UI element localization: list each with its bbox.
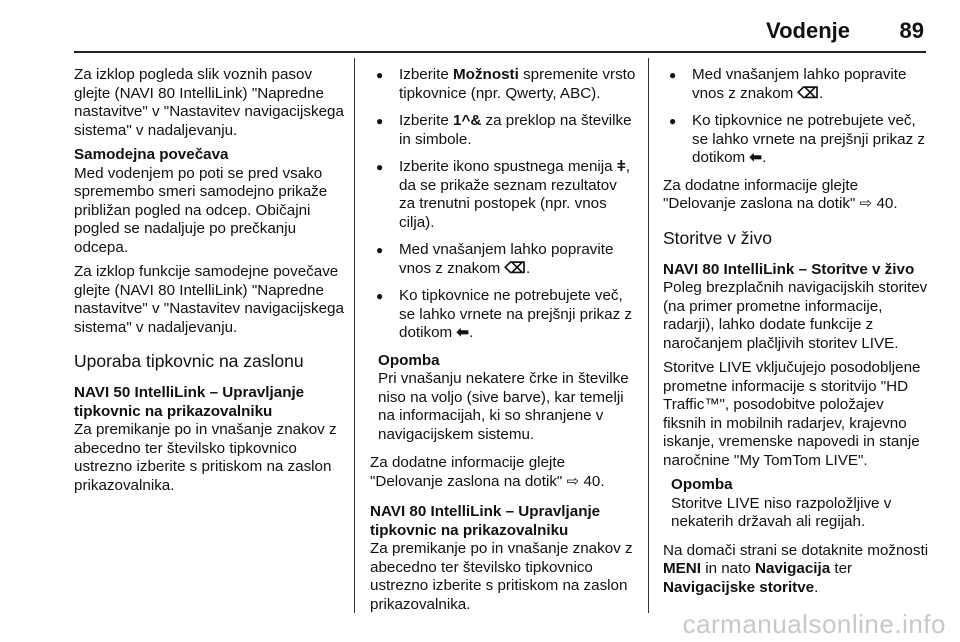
- list-item: ● Ko tipkovnice ne potrebujete več, se lahko vrnete na prejšnji prikaz z dotikom ⬅.: [663, 112, 929, 168]
- paragraph: Za izklop pogleda slik voznih pasov glejte (NAVI 80 IntelliLink) "Napredne nastavitve" v "Nastavitev navigacijskega sistema" v nadaljevanju.: [74, 66, 344, 139]
- backspace-icon: ⌫: [504, 259, 526, 277]
- dropdown-menu-icon: ǂ: [616, 158, 626, 175]
- paragraph: Za izklop funkcije samodejne povečave glejte (NAVI 80 IntelliLink) "Napredne nastavitve" v "Nastavitev navigacijskega sistema" v nadaljevanju.: [74, 263, 344, 336]
- column-1: [74, 66, 344, 501]
- back-arrow-icon: ⬅: [749, 149, 763, 166]
- column-3: [663, 66, 929, 603]
- header-rule: [74, 51, 926, 53]
- column-divider-2: [648, 58, 649, 613]
- list-item: ● Izberite Možnosti spremenite vrsto tipkovnice (npr. Qwerty, ABC).: [370, 66, 636, 103]
- section-heading-live-services: Storitve v živo: [663, 227, 772, 248]
- subheading-navi50: NAVI 50 IntelliLink – Upravljanje tipkovnic na prikazovalniku: [74, 384, 305, 420]
- page-number: 89: [899, 18, 924, 43]
- note-text: Storitve LIVE niso razpoložljive v nekaterih državah ali regijah.: [671, 494, 892, 530]
- subheading-live: NAVI 80 IntelliLink – Storitve v živo: [663, 260, 915, 278]
- section-heading-keyboards: Uporaba tipkovnic na zaslonu: [74, 351, 304, 371]
- list-item: ● Ko tipkovnice ne potrebujete več, se lahko vrnete na prejšnji prikaz z dotikom ⬅.: [370, 287, 636, 343]
- subheading-auto-zoom: Samodejna povečava: [74, 146, 229, 163]
- note-box: [663, 476, 929, 532]
- note-text: Pri vnašanju nekatere črke in številke niso na voljo (sive barve), kar temelji na informacijah, ki so shranjene v navigacijskem sistemu.: [378, 370, 629, 443]
- page-header: [0, 0, 960, 48]
- list-item: ● Izberite 1^& za preklop na številke in simbole.: [370, 112, 636, 149]
- paragraph: Za premikanje po in vnašanje znakov z abecedno ter številsko tipkovnico ustrezno izberite s pritiskom na zaslon prikazovalnika.: [74, 421, 337, 494]
- note-title: Opomba: [378, 351, 440, 369]
- list-item: ● Izberite ikono spustnega menija ǂ, da se prikaže seznam rezultatov za trenutni postopek (npr. vnos cilja).: [370, 158, 636, 232]
- paragraph: Med vodenjem po poti se pred vsako spremembo smeri samodejno prikaže približan pogled na odcep. Običajni pogled se nadaljuje po prečkanju odcepa.: [74, 164, 328, 256]
- paragraph: Poleg brezplačnih navigacijskih storitev (na primer prometne informacije, radarji), lahko dodate funkcije z naročanjem plačljivih storitev LIVE.: [663, 279, 928, 352]
- column-2: [370, 66, 636, 620]
- list-item: ● Med vnašanjem lahko popravite vnos z znakom ⌫.: [370, 241, 636, 278]
- subheading-navi80: NAVI 80 IntelliLink – Upravljanje tipkovnic na prikazovalniku: [370, 503, 601, 539]
- paragraph: Za premikanje po in vnašanje znakov z abecedno ter številsko tipkovnico ustrezno izberite s pritiskom na zaslon prikazovalnika.: [370, 540, 633, 613]
- back-arrow-icon: ⬅: [456, 324, 470, 341]
- paragraph-reference: Za dodatne informacije glejte "Delovanje zaslona na dotik" ⇨ 40.: [663, 176, 898, 212]
- backspace-icon: ⌫: [797, 84, 819, 102]
- note-title: Opomba: [671, 476, 733, 493]
- column-divider-1: [354, 58, 355, 613]
- bullet-list: [370, 66, 636, 343]
- watermark: carmanualsonline.info: [682, 609, 946, 639]
- paragraph: Storitve LIVE vključujejo posodobljene prometne informacije s storitvijo "HD Traffic™", posodobitve položajev fiksnih in mobilnih radarjev, krajevno iskanje, vremenske napovedi in stanje naročnine "My TomTom LIVE".: [663, 359, 921, 469]
- paragraph-reference: Za dodatne informacije glejte "Delovanje zaslona na dotik" ⇨ 40.: [370, 454, 605, 490]
- page-title: Vodenje: [766, 18, 850, 43]
- paragraph: Na domači strani se dotaknite možnosti MENI in nato Navigacija ter Navigacijske storitve.: [663, 541, 929, 596]
- bullet-list: [663, 66, 929, 168]
- list-item: ● Med vnašanjem lahko popravite vnos z znakom ⌫.: [663, 66, 929, 103]
- note-box: [370, 352, 636, 445]
